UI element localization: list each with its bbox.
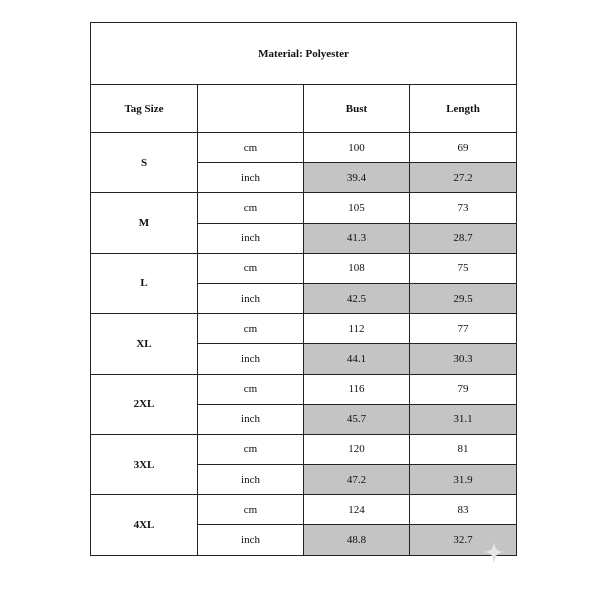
size-label: 2XL [91, 374, 198, 434]
unit-inch: inch [198, 465, 304, 495]
length-inch: 32.7 [410, 525, 517, 555]
table-row [91, 253, 517, 283]
bust-inch: 41.3 [304, 223, 410, 253]
size-label: 4XL [91, 495, 198, 555]
length-cm: 83 [410, 495, 517, 525]
unit-cm: cm [198, 495, 304, 525]
unit-cm: cm [198, 133, 304, 163]
unit-cm: cm [198, 434, 304, 464]
header-bust: Bust [304, 85, 410, 133]
length-inch: 30.3 [410, 344, 517, 374]
length-inch: 27.2 [410, 163, 517, 193]
size-chart-body [91, 23, 517, 556]
bust-cm: 116 [304, 374, 410, 404]
size-label: S [91, 133, 198, 193]
unit-inch: inch [198, 283, 304, 313]
title-row [91, 23, 517, 85]
length-cm: 69 [410, 133, 517, 163]
header-unit [198, 85, 304, 133]
bust-inch: 45.7 [304, 404, 410, 434]
bust-cm: 105 [304, 193, 410, 223]
unit-cm: cm [198, 314, 304, 344]
sparkle-icon [483, 541, 505, 563]
unit-cm: cm [198, 193, 304, 223]
table-row [91, 193, 517, 223]
unit-inch: inch [198, 223, 304, 253]
bust-inch: 39.4 [304, 163, 410, 193]
unit-inch: inch [198, 344, 304, 374]
unit-inch: inch [198, 404, 304, 434]
bust-cm: 112 [304, 314, 410, 344]
length-cm: 75 [410, 253, 517, 283]
length-inch: 29.5 [410, 283, 517, 313]
bust-inch: 47.2 [304, 465, 410, 495]
bust-inch: 42.5 [304, 283, 410, 313]
table-row [91, 495, 517, 525]
unit-cm: cm [198, 253, 304, 283]
length-cm: 81 [410, 434, 517, 464]
length-cm: 79 [410, 374, 517, 404]
table-row [91, 434, 517, 464]
length-inch: 28.7 [410, 223, 517, 253]
size-chart-table [90, 22, 517, 556]
size-label: M [91, 193, 198, 253]
bust-cm: 100 [304, 133, 410, 163]
material-title: Material: Polyester [91, 23, 517, 85]
length-cm: 73 [410, 193, 517, 223]
header-tag-size: Tag Size [91, 85, 198, 133]
length-inch: 31.9 [410, 465, 517, 495]
bust-inch: 44.1 [304, 344, 410, 374]
unit-cm: cm [198, 374, 304, 404]
unit-inch: inch [198, 525, 304, 555]
table-row [91, 374, 517, 404]
bust-cm: 124 [304, 495, 410, 525]
bust-cm: 120 [304, 434, 410, 464]
size-label: XL [91, 314, 198, 374]
table-row [91, 133, 517, 163]
bust-cm: 108 [304, 253, 410, 283]
header-row [91, 85, 517, 133]
size-label: L [91, 253, 198, 313]
unit-inch: inch [198, 163, 304, 193]
length-inch: 31.1 [410, 404, 517, 434]
table-row [91, 314, 517, 344]
bust-inch: 48.8 [304, 525, 410, 555]
size-label: 3XL [91, 434, 198, 494]
header-length: Length [410, 85, 517, 133]
length-cm: 77 [410, 314, 517, 344]
